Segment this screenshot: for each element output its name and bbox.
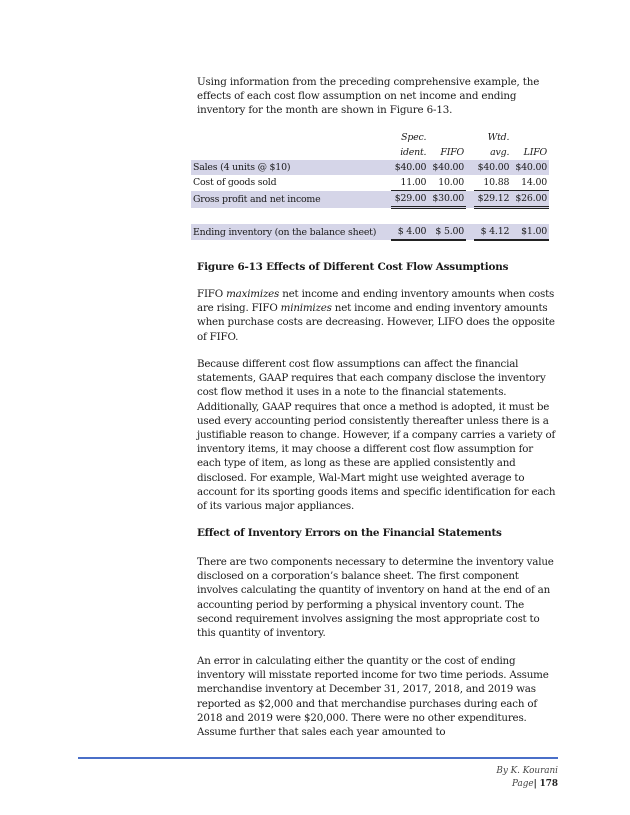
emphasis-maximizes: maximizes — [226, 288, 280, 300]
cell-value: $40.00 — [428, 160, 466, 175]
cell-value: 10.00 — [428, 175, 466, 191]
cell-value: $26.00 — [511, 191, 549, 208]
cell-value: $29.00 — [391, 191, 429, 208]
gaap-paragraph: Because different cost flow assumptions can affect the financial statements, GAAP requires that each company disclose the inventory cost flow method it uses in a note to the financial statements. Additionally, GAAP requires that once a method is adopted, it must be used every accounting period consistently thereafter unless there is a justifiable reason to change. However, if a company carries a variety of inventory items, it may choose a different cost flow assumption for each type of item, as long as these are applied consistently and disclosed. For example, Wal-Mart might use weighted average to account for its sporting goods items and specific identification for each of its various major appliances. — [197, 358, 556, 513]
table-spacer-row — [191, 208, 549, 225]
header-fifo-line1 — [428, 130, 466, 145]
cell-value: $ 4.12 — [474, 224, 512, 240]
footer-author: By K. Kourani — [496, 766, 558, 776]
cell-value: 14.00 — [511, 175, 549, 191]
row-label: Sales (4 units @ $10) — [191, 160, 391, 175]
cell-value: 10.88 — [474, 175, 512, 191]
table-row-sales — [191, 160, 549, 175]
table-row-cogs — [191, 175, 549, 191]
components-paragraph: There are two components necessary to determine the inventory value disclosed on a corporation’s balance sheet. The first component involves calculating the quantity of inventory on hand at the end of an accounting period by performing a physical inventory count. The second requirement involves assigning the most appropriate cost to this quantity of inventory. — [197, 556, 554, 640]
errors-paragraph: An error in calculating either the quantity or the cost of ending inventory will misstate reported income for two time periods. Assume merchandise inventory at December 31, 2017, 2018, and 2019 was reported as $2,000 and that merchandise purchases during each of 2018 and 2019 were $20,000. There were no other expenditures. Assume further that sales each year amounted to — [197, 655, 549, 739]
row-label: Cost of goods sold — [193, 177, 277, 189]
header-lifo-line2: LIFO — [523, 147, 547, 158]
cell-value: $29.12 — [474, 191, 512, 208]
row-label: Gross profit and net income — [191, 191, 391, 208]
cell-value: $ 4.00 — [391, 224, 429, 240]
table-row-ending-inventory — [191, 224, 549, 240]
cell-value: $40.00 — [391, 160, 429, 175]
figure-caption: Figure 6-13 Effects of Different Cost Flow Assumptions — [197, 261, 509, 273]
header-wtd-line2: avg. — [490, 147, 510, 158]
cell-value: $1.00 — [511, 224, 549, 240]
footer-page-number: Page| 178 — [512, 779, 558, 789]
section-heading: Effect of Inventory Errors on the Financial Statements — [197, 527, 502, 539]
header-fifo-line2: FIFO — [440, 147, 465, 158]
header-wtd-line1: Wtd. — [487, 132, 510, 143]
header-spec-line1: Spec. — [401, 132, 427, 143]
header-lifo-line1 — [511, 130, 549, 145]
table-header-row-1 — [191, 130, 549, 145]
footer-divider — [78, 757, 558, 759]
cell-value: $30.00 — [428, 191, 466, 208]
cost-flow-table — [191, 130, 549, 241]
fifo-paragraph: FIFO maximizes net income and ending inventory amounts when costs are rising. FIFO minimizes net income and ending inventory amounts when purchase costs are decreasing. However, LIFO does the opposite of FIFO. — [197, 288, 555, 343]
intro-paragraph: Using information from the preceding comprehensive example, the effects of each cost flow assumption on net income and ending inventory for the month are shown in Figure 6-13. — [197, 76, 540, 116]
table-header-row-2 — [191, 145, 549, 160]
cell-value: $ 5.00 — [428, 224, 466, 240]
cell-value: $40.00 — [511, 160, 549, 175]
emphasis-minimizes: minimizes — [280, 302, 332, 315]
row-label: Ending inventory (on the balance sheet) — [191, 224, 391, 240]
cell-value: $40.00 — [474, 160, 512, 175]
table-row-gross-profit — [191, 191, 549, 208]
cell-value: 11.00 — [391, 175, 429, 191]
header-spec-line2: ident. — [400, 147, 427, 158]
